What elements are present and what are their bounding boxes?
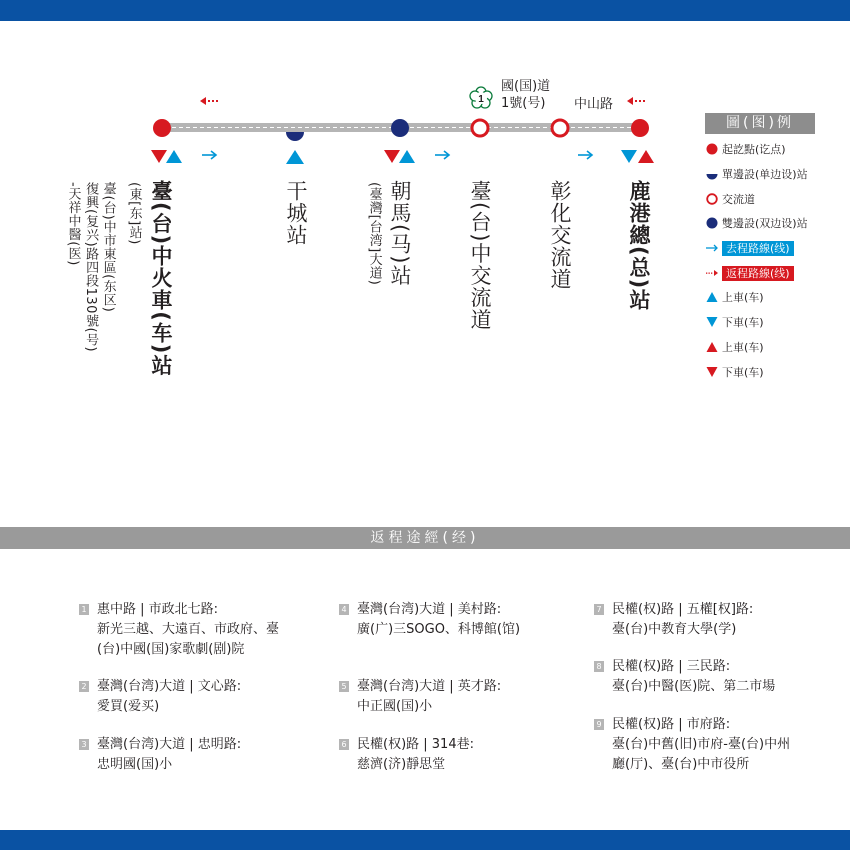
red-dot-icon — [705, 142, 719, 156]
blue-arrow-icon — [705, 241, 719, 255]
stop-road: 民權(权)路 | 三民路: — [612, 659, 731, 674]
taichung-blue-up-triangle — [166, 150, 182, 163]
blue-up-triangle-icon — [705, 290, 719, 304]
station-name-taichung: 臺(台)中火車(车)站 — [149, 180, 173, 377]
gancheng-blue-up-triangle — [286, 150, 304, 164]
navy-dot-icon — [705, 216, 719, 230]
stop-destinations: 忠明國(国)小 — [97, 757, 173, 772]
legend-item — [705, 310, 820, 335]
legend-item — [705, 211, 820, 236]
legend-item — [705, 260, 820, 285]
legend-item — [705, 162, 820, 187]
legend-item-label: 下車(车) — [722, 365, 764, 379]
bottom-bar — [0, 830, 850, 850]
stop-road: 臺灣(台湾)大道 | 美村路: — [357, 602, 502, 617]
stop-number: 1 — [79, 604, 89, 615]
lukang-station-dot — [631, 119, 649, 137]
legend-item — [705, 236, 820, 261]
station-name-chaoma: 朝馬(马)站 — [388, 180, 412, 287]
zhongshan-road-label: 中山路 — [574, 97, 614, 112]
highway-shield-icon — [470, 87, 492, 108]
stop-number: 6 — [339, 739, 349, 750]
legend — [705, 113, 820, 384]
station-address-taichung: 臺(台)中市東區(东区) 復興(复兴)路四段130號(号) -天祥中醫(医) — [65, 182, 116, 353]
taichung-station-dot — [153, 119, 171, 137]
taichung-interchange-ring — [472, 120, 488, 136]
return-route-header — [0, 527, 850, 549]
stop-destinations: 慈濟(济)靜思堂 — [357, 757, 446, 772]
taichung-red-down-triangle — [151, 150, 167, 163]
station-note-taichung: (東[东]站) — [126, 182, 142, 245]
return-arrow-left — [200, 97, 218, 105]
stop-road: 臺灣(台湾)大道 | 文心路: — [97, 679, 242, 694]
outbound-arrow-1 — [202, 151, 216, 159]
station-note-chaoma: (臺灣[台湾]大道) — [366, 182, 382, 286]
legend-item — [705, 359, 820, 384]
outbound-arrow-2 — [435, 151, 449, 159]
red-arrow-icon — [705, 266, 719, 280]
legend-item-label: 下車(车) — [722, 316, 764, 330]
stop-destinations: 臺(台)中醫(医)院、第二市場 — [612, 679, 776, 694]
station-name-changhua-interchange: 彰化交流道 — [548, 180, 572, 290]
stop-road: 臺灣(台湾)大道 | 英才路: — [357, 679, 502, 694]
legend-item — [705, 137, 820, 162]
stop-road: 民權(权)路 | 314巷: — [357, 737, 474, 752]
stop-number: 9 — [594, 719, 604, 730]
lukang-blue-down-triangle — [621, 150, 637, 163]
red-down-triangle-icon — [705, 365, 719, 379]
legend-item-label: 上車(车) — [722, 340, 764, 354]
stop-destinations: 廣(广)三SOGO、科博館(馆) — [357, 622, 521, 637]
changhua-interchange-ring — [552, 120, 568, 136]
legend-item — [705, 335, 820, 360]
station-name-taichung-interchange: 臺(台)中交流道 — [468, 180, 492, 331]
legend-item-label: 雙邊設(双边设)站 — [722, 217, 808, 231]
stop-road: 民權(权)路 | 五權[权]路: — [612, 602, 754, 617]
stop-road: 惠中路 | 市政北七路: — [97, 602, 219, 617]
outbound-arrow-3 — [578, 151, 592, 159]
return-arrow-right — [627, 97, 645, 105]
return-route-title: 返程途經(经) — [370, 530, 480, 546]
highway-number: 1 — [478, 94, 484, 105]
legend-item-label: 去程路線(线) — [722, 241, 794, 256]
stop-destinations: 新光三越、大遠百、市政府、臺(台)中國(国)家歌劇(剧)院 — [97, 622, 280, 657]
stop-number: 3 — [79, 739, 89, 750]
gancheng-station-half-dot — [286, 132, 304, 141]
chaoma-station-dot — [391, 119, 409, 137]
stop-road: 民權(权)路 | 市府路: — [612, 717, 731, 732]
red-up-triangle-icon — [705, 340, 719, 354]
stop-destinations: 臺(台)中教育大學(学) — [612, 622, 737, 637]
legend-item-label: 單邊設(单边设)站 — [722, 168, 808, 182]
half-navy-dot-icon — [705, 167, 719, 181]
stop-number: 5 — [339, 681, 349, 692]
blue-down-triangle-icon — [705, 315, 719, 329]
lukang-red-up-triangle — [638, 150, 654, 163]
red-ring-icon — [705, 192, 719, 206]
chaoma-blue-up-triangle — [399, 150, 415, 163]
legend-item-label: 交流道 — [722, 192, 755, 206]
legend-item-label: 上車(车) — [722, 291, 764, 305]
stop-number: 8 — [594, 661, 604, 672]
highway-label: 國(国)道 1號(号) — [501, 79, 551, 111]
stop-destinations: 中正國(国)小 — [357, 699, 433, 714]
legend-item — [705, 285, 820, 310]
legend-item — [705, 186, 820, 211]
stop-number: 7 — [594, 604, 604, 615]
station-name-gancheng: 干城站 — [284, 180, 308, 246]
stop-road: 臺灣(台湾)大道 | 忠明路: — [97, 737, 242, 752]
stop-number: 4 — [339, 604, 349, 615]
legend-title: 圖(图)例 — [705, 113, 815, 134]
chaoma-red-down-triangle — [384, 150, 400, 163]
legend-item-label: 起訖點(讫点) — [722, 143, 786, 157]
stop-number: 2 — [79, 681, 89, 692]
stop-destinations: 臺(台)中舊(旧)市府-臺(台)中州廳(厅)、臺(台)中市役所 — [612, 737, 791, 772]
stop-destinations: 愛買(爱买) — [97, 699, 160, 714]
legend-item-label: 返程路線(线) — [722, 266, 794, 281]
station-name-lukang: 鹿港總(总)站 — [627, 180, 651, 312]
